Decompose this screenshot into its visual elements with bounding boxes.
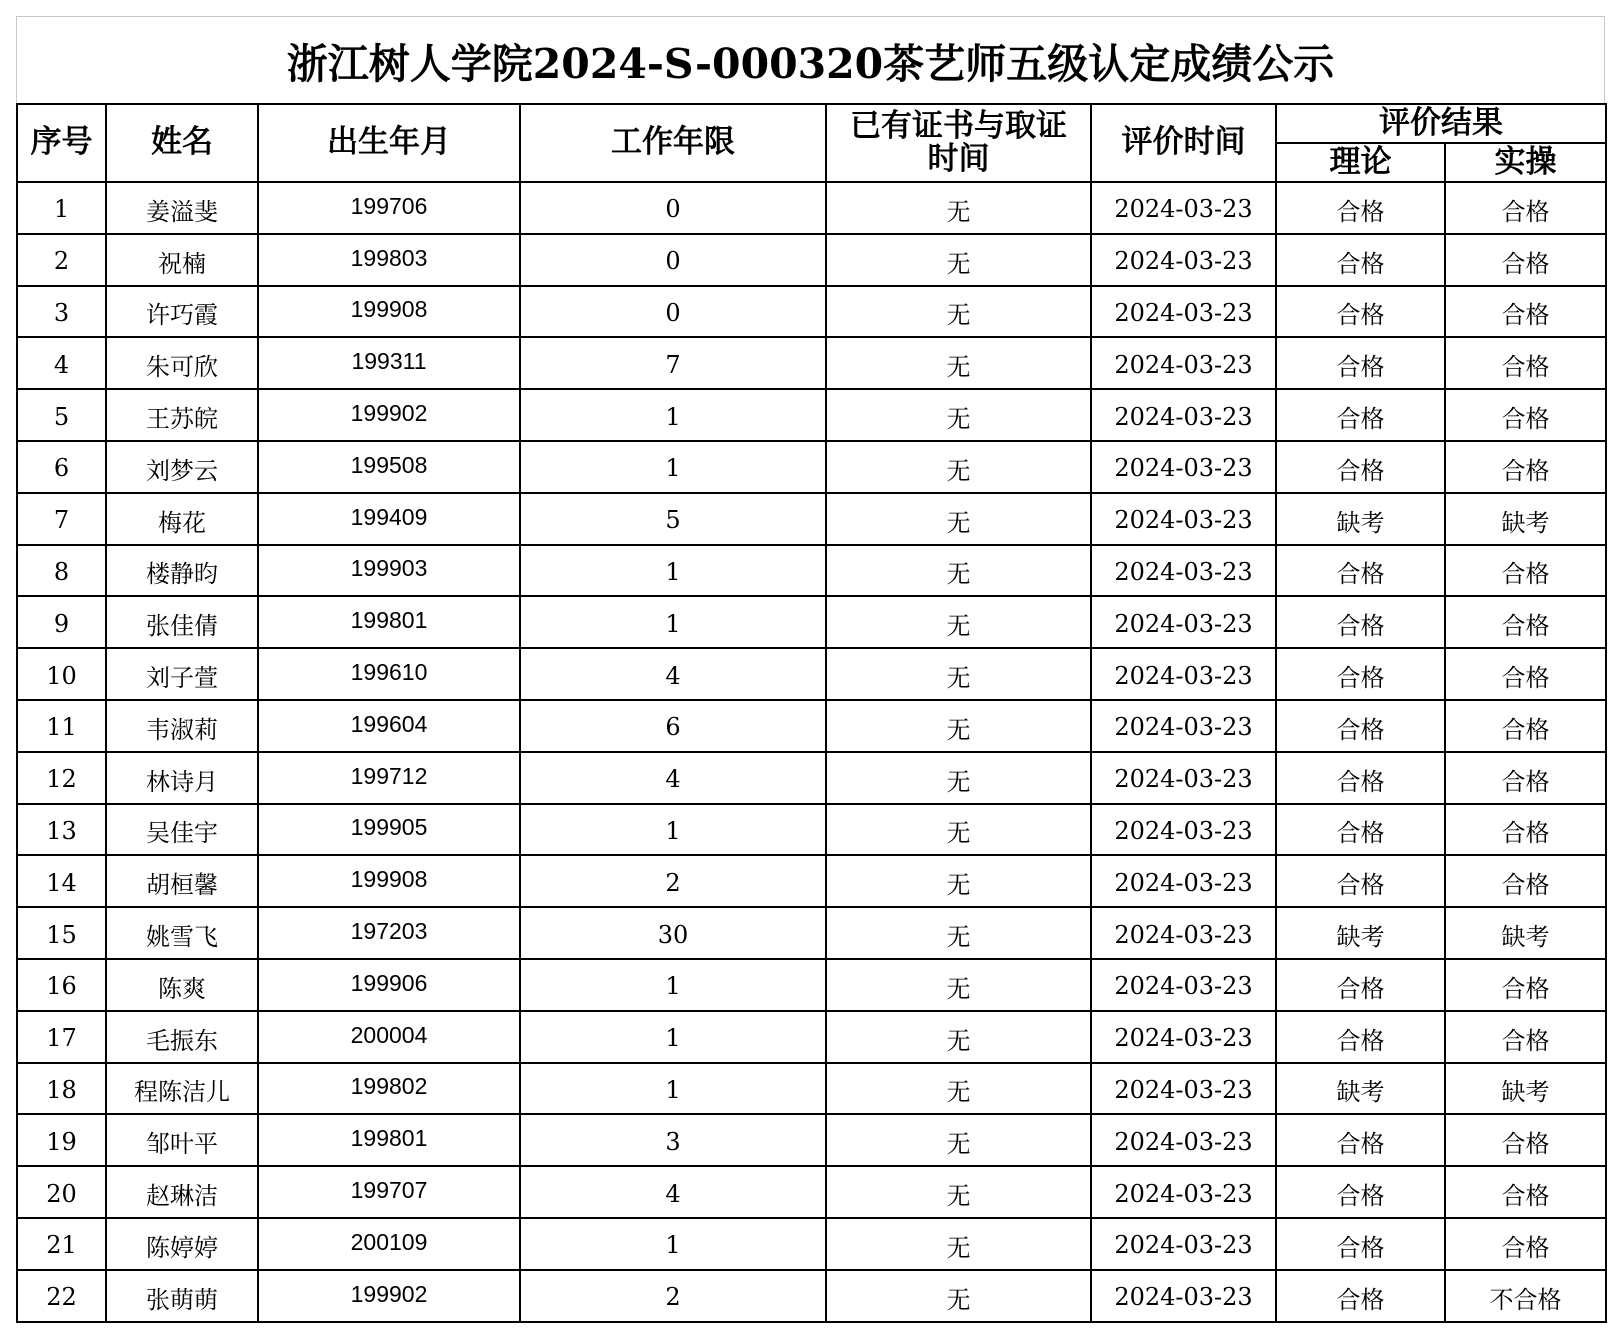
- cell-practice: 合格: [1445, 545, 1606, 597]
- cell-birth: 199801: [258, 596, 520, 648]
- cell-certificate: 无: [826, 596, 1091, 648]
- table-row: [17, 855, 1606, 907]
- cell-work-years: 30: [520, 907, 826, 959]
- cell-birth: 199604: [258, 700, 520, 752]
- cell-name: 王苏皖: [106, 389, 258, 441]
- cell-eval-date: 2024-03-23: [1091, 596, 1276, 648]
- cell-certificate: 无: [826, 804, 1091, 856]
- cell-work-years: 1: [520, 1063, 826, 1115]
- cell-practice: 合格: [1445, 182, 1606, 234]
- header-practice: 实操: [1445, 143, 1606, 182]
- table-row: [17, 596, 1606, 648]
- cell-certificate: 无: [826, 1063, 1091, 1115]
- cell-certificate: 无: [826, 1218, 1091, 1270]
- cell-practice: 合格: [1445, 596, 1606, 648]
- cell-practice: 合格: [1445, 234, 1606, 286]
- table-row: [17, 1114, 1606, 1166]
- results-table: [16, 103, 1607, 1323]
- cell-theory: 合格: [1276, 1166, 1445, 1218]
- cell-theory: 合格: [1276, 648, 1445, 700]
- cell-seq: 18: [17, 1063, 106, 1115]
- cell-work-years: 4: [520, 1166, 826, 1218]
- cell-name: 姚雪飞: [106, 907, 258, 959]
- cell-work-years: 5: [520, 493, 826, 545]
- cell-practice: 合格: [1445, 959, 1606, 1011]
- cell-seq: 21: [17, 1218, 106, 1270]
- cell-name: 吴佳宇: [106, 804, 258, 856]
- cell-certificate: 无: [826, 286, 1091, 338]
- cell-practice: 不合格: [1445, 1270, 1606, 1322]
- cell-birth: 199409: [258, 493, 520, 545]
- cell-name: 朱可欣: [106, 337, 258, 389]
- table-row: [17, 389, 1606, 441]
- cell-certificate: 无: [826, 234, 1091, 286]
- cell-certificate: 无: [826, 1011, 1091, 1063]
- cell-eval-date: 2024-03-23: [1091, 1011, 1276, 1063]
- cell-name: 毛振东: [106, 1011, 258, 1063]
- cell-name: 陈爽: [106, 959, 258, 1011]
- cell-theory: 合格: [1276, 1270, 1445, 1322]
- cell-seq: 8: [17, 545, 106, 597]
- cell-practice: 缺考: [1445, 907, 1606, 959]
- cell-theory: 合格: [1276, 441, 1445, 493]
- cell-seq: 11: [17, 700, 106, 752]
- cell-practice: 合格: [1445, 337, 1606, 389]
- cell-certificate: 无: [826, 648, 1091, 700]
- cell-eval-date: 2024-03-23: [1091, 752, 1276, 804]
- cell-certificate: 无: [826, 337, 1091, 389]
- cell-certificate: 无: [826, 1270, 1091, 1322]
- cell-theory: 合格: [1276, 337, 1445, 389]
- cell-eval-date: 2024-03-23: [1091, 907, 1276, 959]
- cell-seq: 9: [17, 596, 106, 648]
- cell-seq: 19: [17, 1114, 106, 1166]
- cell-name: 程陈洁儿: [106, 1063, 258, 1115]
- cell-work-years: 6: [520, 700, 826, 752]
- cell-practice: 合格: [1445, 700, 1606, 752]
- cell-seq: 20: [17, 1166, 106, 1218]
- cell-work-years: 1: [520, 959, 826, 1011]
- cell-name: 许巧霞: [106, 286, 258, 338]
- cell-birth: 200004: [258, 1011, 520, 1063]
- cell-seq: 4: [17, 337, 106, 389]
- table-row: [17, 286, 1606, 338]
- cell-work-years: 3: [520, 1114, 826, 1166]
- header-certificate: [826, 104, 1091, 182]
- cell-theory: 合格: [1276, 752, 1445, 804]
- cell-work-years: 2: [520, 1270, 826, 1322]
- cell-eval-date: 2024-03-23: [1091, 648, 1276, 700]
- table-row: [17, 493, 1606, 545]
- header-theory: 理论: [1276, 143, 1445, 182]
- cell-birth: 199908: [258, 855, 520, 907]
- cell-birth: 199905: [258, 804, 520, 856]
- cell-theory: 合格: [1276, 1114, 1445, 1166]
- cell-theory: 合格: [1276, 596, 1445, 648]
- cell-seq: 6: [17, 441, 106, 493]
- cell-certificate: 无: [826, 855, 1091, 907]
- table-header: [17, 104, 1606, 182]
- cell-eval-date: 2024-03-23: [1091, 1218, 1276, 1270]
- table-row: [17, 182, 1606, 234]
- cell-seq: 1: [17, 182, 106, 234]
- table-row: [17, 545, 1606, 597]
- cell-eval-date: 2024-03-23: [1091, 700, 1276, 752]
- header-eval-date: 评价时间: [1091, 104, 1276, 182]
- cell-work-years: 7: [520, 337, 826, 389]
- cell-practice: 合格: [1445, 804, 1606, 856]
- cell-eval-date: 2024-03-23: [1091, 1063, 1276, 1115]
- cell-practice: 合格: [1445, 752, 1606, 804]
- cell-name: 姜溢斐: [106, 182, 258, 234]
- cell-certificate: 无: [826, 1166, 1091, 1218]
- cell-certificate: 无: [826, 752, 1091, 804]
- cell-theory: 合格: [1276, 234, 1445, 286]
- cell-name: 刘子萱: [106, 648, 258, 700]
- cell-work-years: 0: [520, 286, 826, 338]
- cell-birth: 199802: [258, 1063, 520, 1115]
- cell-practice: 合格: [1445, 389, 1606, 441]
- cell-eval-date: 2024-03-23: [1091, 337, 1276, 389]
- cell-practice: 合格: [1445, 1218, 1606, 1270]
- cell-certificate: 无: [826, 907, 1091, 959]
- cell-eval-date: 2024-03-23: [1091, 804, 1276, 856]
- cell-name: 韦淑莉: [106, 700, 258, 752]
- cell-birth: 199801: [258, 1114, 520, 1166]
- cell-name: 祝楠: [106, 234, 258, 286]
- table-row: [17, 337, 1606, 389]
- table-row: [17, 959, 1606, 1011]
- cell-birth: 199906: [258, 959, 520, 1011]
- cell-certificate: 无: [826, 959, 1091, 1011]
- header-name: 姓名: [106, 104, 258, 182]
- cell-practice: 合格: [1445, 1114, 1606, 1166]
- cell-theory: 合格: [1276, 1218, 1445, 1270]
- cell-seq: 15: [17, 907, 106, 959]
- header-result: 评价结果: [1276, 104, 1606, 143]
- cell-name: 胡桓馨: [106, 855, 258, 907]
- cell-practice: 合格: [1445, 855, 1606, 907]
- cell-name: 张萌萌: [106, 1270, 258, 1322]
- cell-practice: 合格: [1445, 1011, 1606, 1063]
- table-row: [17, 234, 1606, 286]
- cell-birth: 199902: [258, 389, 520, 441]
- cell-seq: 14: [17, 855, 106, 907]
- cell-birth: 197203: [258, 907, 520, 959]
- cell-birth: 199706: [258, 182, 520, 234]
- cell-name: 邹叶平: [106, 1114, 258, 1166]
- cell-theory: 缺考: [1276, 1063, 1445, 1115]
- header-work-years: 工作年限: [520, 104, 826, 182]
- cell-seq: 3: [17, 286, 106, 338]
- cell-birth: 199610: [258, 648, 520, 700]
- cell-birth: 199903: [258, 545, 520, 597]
- cell-certificate: 无: [826, 493, 1091, 545]
- cell-work-years: 1: [520, 389, 826, 441]
- cell-eval-date: 2024-03-23: [1091, 234, 1276, 286]
- table-row: [17, 700, 1606, 752]
- cell-name: 刘梦云: [106, 441, 258, 493]
- cell-theory: 缺考: [1276, 907, 1445, 959]
- cell-seq: 7: [17, 493, 106, 545]
- cell-birth: 199311: [258, 337, 520, 389]
- cell-practice: 缺考: [1445, 1063, 1606, 1115]
- cell-eval-date: 2024-03-23: [1091, 182, 1276, 234]
- cell-name: 梅花: [106, 493, 258, 545]
- cell-name: 林诗月: [106, 752, 258, 804]
- cell-theory: 合格: [1276, 855, 1445, 907]
- cell-certificate: 无: [826, 545, 1091, 597]
- table-row: [17, 1166, 1606, 1218]
- cell-theory: 合格: [1276, 804, 1445, 856]
- cell-theory: 合格: [1276, 286, 1445, 338]
- cell-seq: 13: [17, 804, 106, 856]
- cell-seq: 12: [17, 752, 106, 804]
- cell-theory: 合格: [1276, 182, 1445, 234]
- cell-name: 张佳倩: [106, 596, 258, 648]
- cell-practice: 合格: [1445, 441, 1606, 493]
- table-body: [17, 182, 1606, 1322]
- cell-work-years: 0: [520, 182, 826, 234]
- cell-name: 赵琳洁: [106, 1166, 258, 1218]
- cell-eval-date: 2024-03-23: [1091, 855, 1276, 907]
- cell-work-years: 0: [520, 234, 826, 286]
- table-row: [17, 1218, 1606, 1270]
- cell-seq: 17: [17, 1011, 106, 1063]
- cell-theory: 合格: [1276, 1011, 1445, 1063]
- cell-eval-date: 2024-03-23: [1091, 389, 1276, 441]
- table-row: [17, 1063, 1606, 1115]
- page-title: 浙江树人学院2024-S-000320茶艺师五级认定成绩公示: [16, 16, 1605, 103]
- cell-practice: 合格: [1445, 1166, 1606, 1218]
- header-certificate-label: 已有证书与取证时间: [849, 107, 1067, 177]
- table-row: [17, 907, 1606, 959]
- cell-certificate: 无: [826, 389, 1091, 441]
- cell-birth: 199803: [258, 234, 520, 286]
- cell-eval-date: 2024-03-23: [1091, 1114, 1276, 1166]
- cell-certificate: 无: [826, 1114, 1091, 1166]
- cell-work-years: 1: [520, 1011, 826, 1063]
- cell-theory: 缺考: [1276, 493, 1445, 545]
- cell-eval-date: 2024-03-23: [1091, 286, 1276, 338]
- cell-seq: 2: [17, 234, 106, 286]
- cell-theory: 合格: [1276, 545, 1445, 597]
- cell-eval-date: 2024-03-23: [1091, 1166, 1276, 1218]
- cell-work-years: 1: [520, 441, 826, 493]
- cell-birth: 199908: [258, 286, 520, 338]
- header-birth: 出生年月: [258, 104, 520, 182]
- cell-name: 陈婷婷: [106, 1218, 258, 1270]
- cell-theory: 合格: [1276, 959, 1445, 1011]
- cell-work-years: 2: [520, 855, 826, 907]
- cell-work-years: 1: [520, 545, 826, 597]
- cell-seq: 22: [17, 1270, 106, 1322]
- table-row: [17, 1270, 1606, 1322]
- cell-seq: 16: [17, 959, 106, 1011]
- cell-practice: 合格: [1445, 286, 1606, 338]
- table-row: [17, 804, 1606, 856]
- cell-eval-date: 2024-03-23: [1091, 959, 1276, 1011]
- cell-birth: 199707: [258, 1166, 520, 1218]
- cell-name: 楼静昀: [106, 545, 258, 597]
- cell-practice: 合格: [1445, 648, 1606, 700]
- header-seq: 序号: [17, 104, 106, 182]
- cell-birth: 200109: [258, 1218, 520, 1270]
- cell-theory: 合格: [1276, 389, 1445, 441]
- cell-theory: 合格: [1276, 700, 1445, 752]
- cell-eval-date: 2024-03-23: [1091, 441, 1276, 493]
- table-row: [17, 441, 1606, 493]
- cell-work-years: 1: [520, 804, 826, 856]
- cell-eval-date: 2024-03-23: [1091, 493, 1276, 545]
- cell-practice: 缺考: [1445, 493, 1606, 545]
- cell-work-years: 4: [520, 648, 826, 700]
- cell-work-years: 4: [520, 752, 826, 804]
- cell-certificate: 无: [826, 700, 1091, 752]
- cell-eval-date: 2024-03-23: [1091, 545, 1276, 597]
- cell-seq: 5: [17, 389, 106, 441]
- cell-seq: 10: [17, 648, 106, 700]
- cell-birth: 199902: [258, 1270, 520, 1322]
- cell-birth: 199712: [258, 752, 520, 804]
- cell-certificate: 无: [826, 182, 1091, 234]
- table-row: [17, 648, 1606, 700]
- cell-birth: 199508: [258, 441, 520, 493]
- cell-work-years: 1: [520, 1218, 826, 1270]
- cell-eval-date: 2024-03-23: [1091, 1270, 1276, 1322]
- table-row: [17, 1011, 1606, 1063]
- cell-work-years: 1: [520, 596, 826, 648]
- table-row: [17, 752, 1606, 804]
- cell-certificate: 无: [826, 441, 1091, 493]
